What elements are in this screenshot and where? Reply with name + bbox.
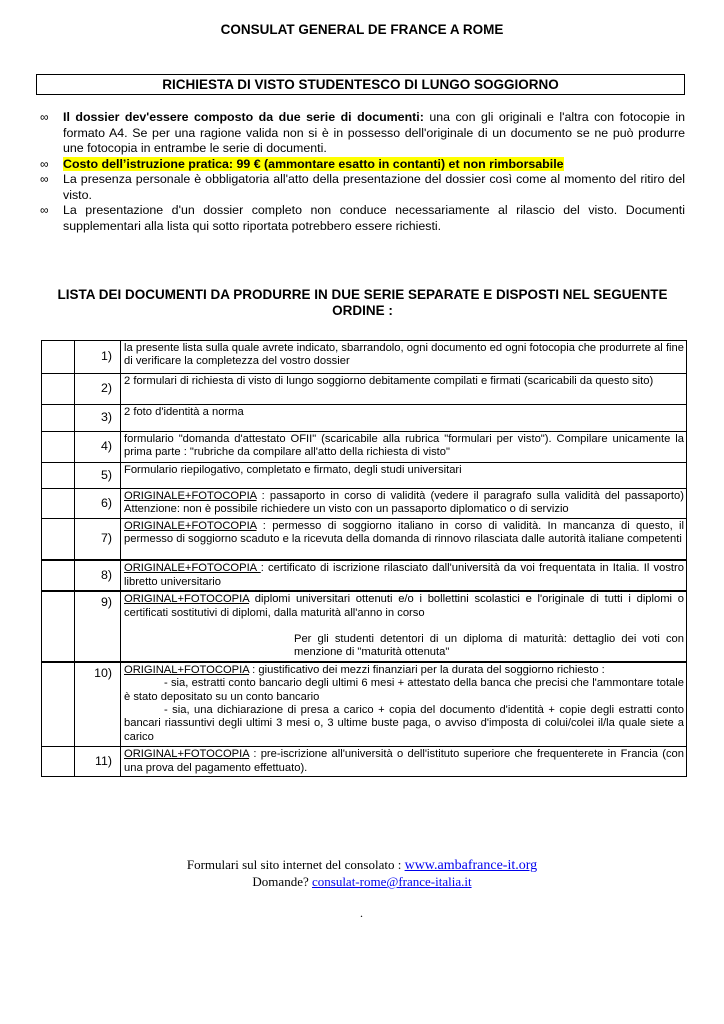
checkbox-cell[interactable] [42,662,75,747]
item-detail: : pre-iscrizione all'università o dell'istituto superiore che frequenterete in Francia (con una prova del pagamento effettuato). [124,748,684,774]
checkbox-cell[interactable] [42,405,75,432]
item-text: 2 formulari di richiesta di visto di lungo soggiorno debitamente compilati e firmati (scaricabili da questo sito) [121,374,687,405]
footer-line-website [0,857,724,874]
checkbox-cell[interactable] [42,591,75,662]
bullet-text: La presentazione d'un dossier completo non conduce necessariamente al rilascio del visto. Documenti supplementari alla lista qui sotto riportata potrebbero essere richiesti. [63,203,685,233]
item-text [121,747,687,777]
item-detail: diplomi universitari ottenuti e/o i bollettini scolastici e l'originale di tutti i diplomi o certificati sostitutivi di diplomi, dalla maturità all'anno in corso [124,593,684,619]
website-link[interactable]: www.ambafrance-it.org [404,858,538,873]
item-text [121,560,687,591]
footer [0,857,724,890]
table-row [42,374,687,405]
table-row [42,463,687,489]
checkbox-cell[interactable] [42,560,75,591]
list-item [40,203,685,234]
page-header: CONSULAT GENERAL DE FRANCE A ROME [220,22,504,37]
original-copy-label: ORIGINALE+FOTOCOPIA [124,562,261,575]
checkbox-cell[interactable] [42,518,75,560]
item-number: 3) [75,405,121,432]
original-copy-label: ORIGINAL+FOTOCOPIA [124,663,250,676]
bullet-icon: ∞ [40,172,49,186]
footer-text: Domande? [252,874,312,889]
item-text: la presente lista sulla quale avrete indicato, sbarrandolo, ogni documento ed ogni fotocopia che produrrete al fine di verificare la completezza del vostro dossier [121,341,687,374]
email-link[interactable]: consulat-rome@france-italia.it [311,874,472,889]
checkbox-cell[interactable] [42,432,75,463]
item-number: 11) [75,747,121,777]
item-text [121,662,687,747]
checkbox-cell[interactable] [42,341,75,374]
item-text [121,489,687,519]
bullet-text: La presenza personale è obbligatoria all'atto della presentazione del dossier così come al momento del ritiro del visto. [63,172,685,202]
item-number: 5) [75,463,121,489]
item-number: 7) [75,518,121,560]
item-text: 2 foto d'identità a norma [121,405,687,432]
original-copy-label: ORIGINALE+FOTOCOPIA [124,490,257,502]
document-title: RICHIESTA DI VISTO STUDENTESCO DI LUNGO SOGGIORNO [36,74,685,95]
footer-dot: . [360,906,363,920]
checkbox-cell[interactable] [42,463,75,489]
table-row [42,341,687,374]
bullet-text: una con gli originali e l'altra con fotocopie in formato A4. Se per una ragione valida non si è in possesso dell'originale di un documento se ne può produrre une fotocopia in entrambe le serie di documenti. [63,110,685,155]
table-row [42,405,687,432]
list-item [40,157,685,173]
item-number: 10) [75,662,121,747]
original-copy-label: ORIGINAL+FOTOCOPIA [124,593,250,606]
item-number: 6) [75,489,121,519]
bullet-icon: ∞ [40,110,49,124]
documents-table [41,340,687,777]
item-text [121,518,687,560]
table-row [42,518,687,560]
table-row [42,662,687,747]
original-copy-label: ORIGINAL+FOTOCOPIA [124,748,250,761]
item-detail: : passaporto in corso di validità (vedere il paragrafo sulla validità del passaporto) Attenzione: non è possibile richiedere un visto con un passaporto diplomatico o di servizio [124,490,684,516]
info-bullet-list [40,110,685,234]
item-number: 1) [75,341,121,374]
item-detail: : permesso di soggiorno italiano in corso di validità. In mancanza di questo, il permesso di soggiorno scaduto e la ricevuta della domanda di rinnovo rilasciata dalle autorità italiane competenti [124,519,684,546]
bullet-bold-text: Il dossier dev'essere composto da due serie di documenti: [63,110,424,124]
item-text [121,591,687,662]
table-row [42,432,687,463]
item-number: 2) [75,374,121,405]
cost-highlight: Costo dell’istruzione pratica: 99 € (ammontare esatto in contanti) et non rimborsabile [63,156,564,171]
checkbox-cell[interactable] [42,747,75,777]
table-row [42,591,687,662]
list-title: LISTA DEI DOCUMENTI DA PRODURRE IN DUE SERIE SEPARATE E DISPOSTI NEL SEGUENTE ORDINE : [57,287,668,318]
checkbox-cell[interactable] [42,374,75,405]
item-note: Per gli studenti detentori di un diploma di maturità: dettaglio dei voti con menzione di "maturità ottenuta" [294,632,684,659]
checkbox-cell[interactable] [42,489,75,519]
footer-text: Formulari sul sito internet del consolato : [186,857,405,872]
item-sub-option: - sia, estratti conto bancario degli ultimi 6 mesi + attestato della banca che precisi che l'ammontare totale è stato depositato su un conto bancario [124,677,684,703]
table-row [42,489,687,519]
table-row [42,560,687,591]
item-detail: : certificato di iscrizione rilasciato dall'università da voi frequentata in Italia. Il vostro libretto universitario [124,562,684,588]
bullet-icon: ∞ [40,203,49,217]
item-number: 8) [75,560,121,591]
bullet-icon: ∞ [40,156,49,171]
item-number: 9) [75,591,121,662]
item-text: formulario "domanda d'attestato OFII" (scaricabile alla rubrica "formulari per visto"). Compilare unicamente la prima parte : "rubriche da compilare all'atto della richiesta di visto" [121,432,687,463]
list-item [40,172,685,203]
item-number: 4) [75,432,121,463]
item-sub-option: - sia, una dichiarazione di presa a carico + copia del documento d'identità + copie degli estratti conto bancari riassuntivi degli ultimi 3 mesi o, 3 ultime buste paga, o avviso d'imposta di colui/colei il/la quale siete a carico [124,703,684,743]
item-detail: : giustificativo dei mezzi finanziari per la durata del soggiorno richiesto : [249,663,605,676]
original-copy-label: ORIGINALE+FOTOCOPIA [124,519,257,532]
table-row [42,747,687,777]
footer-line-email [0,874,724,890]
item-text: Formulario riepilogativo, completato e firmato, degli studi universitari [121,463,687,489]
list-item [40,110,685,157]
